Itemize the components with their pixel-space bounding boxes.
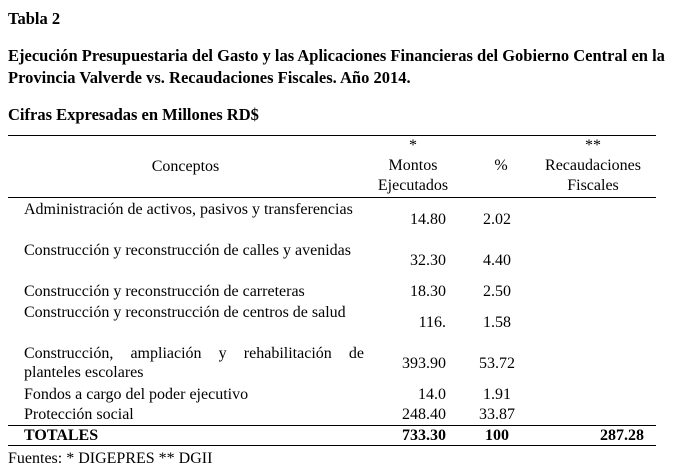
table-title: Ejecución Presupuestaria del Gasto y las Aplicaciones Financieras del Gobierno Central en la Provincia Valverde vs. Recaudaciones Fiscales. Año 2014. [8,46,665,87]
row-concepto: Administración de activos, pasivos y transferencias [24,201,353,218]
row-concepto: Fondos a cargo del poder ejecutivo [24,386,249,403]
row-concepto: Protección social [24,406,134,423]
row-monto: 116. [418,314,446,331]
row-percent: 33.87 [479,406,515,423]
header-conceptos: Conceptos [151,158,220,175]
header-recaudaciones [528,136,658,196]
totals-bottom-rule [8,445,656,446]
table-subtitle: Cifras Expresadas en Millones RD$ [8,105,259,124]
totals-recaudaciones: 287.28 [600,427,644,444]
row-percent: 53.72 [479,355,515,372]
sources-footnote: Fuentes: * DIGEPRES ** DGII [8,450,213,467]
row-monto: 14.0 [418,386,446,403]
row-monto: 32.30 [410,252,446,269]
row-concepto: Construcción y reconstrucción de centros de salud [24,304,346,321]
header-montos-line2: Ejecutados [377,177,449,194]
table-label: Tabla 2 [8,9,61,28]
header-montos-line1: Montos [388,157,438,174]
row-percent: 2.02 [483,211,511,228]
row-percent: 2.50 [483,283,511,300]
row-percent: 4.40 [483,252,511,269]
header-percent [466,136,536,176]
row-monto: 248.40 [402,406,446,423]
header-recaud-line1: Recaudaciones [545,157,641,174]
row-monto: 18.30 [410,283,446,300]
header-montos-mark: * [409,137,417,154]
header-rule [8,197,656,198]
row-percent: 1.58 [483,314,511,331]
header-montos-ejecutados [368,136,458,196]
row-monto: 14.80 [410,211,446,228]
totals-percent: 100 [485,427,509,444]
row-percent: 1.91 [483,386,511,403]
row-concepto: Construcción y reconstrucción de carreteras [24,283,305,300]
totals-monto: 733.30 [402,427,446,444]
totals-label: TOTALES [24,427,99,444]
row-concepto: Construcción, ampliación y rehabilitación de planteles escolares [24,345,364,381]
header-recaud-mark: ** [585,137,601,154]
header-percent-label: % [494,157,508,174]
row-concepto: Construcción y reconstrucción de calles y avenidas [24,242,351,259]
row-monto: 393.90 [402,355,446,372]
header-recaud-line2: Fiscales [567,177,619,194]
